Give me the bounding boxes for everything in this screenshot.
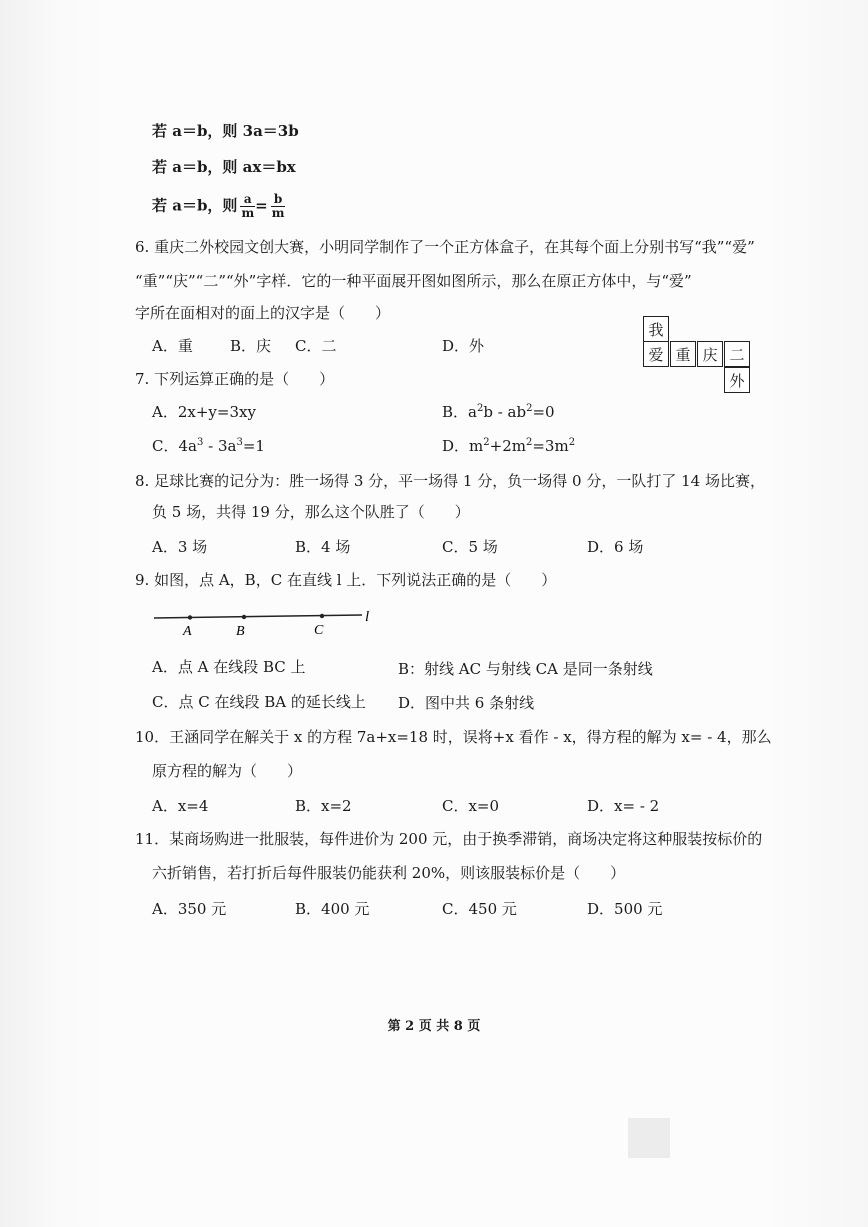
q7-option-a: A．2x+y=3xy <box>152 403 256 421</box>
q8-option-d: D．6 场 <box>587 538 644 556</box>
fraction-a-over-m <box>240 193 255 220</box>
point-c-dot <box>320 614 324 618</box>
net-cell-row-2: 重 <box>670 341 696 367</box>
point-b-label: B <box>236 624 245 639</box>
exponent: 3 <box>236 437 243 448</box>
q10-stem-line2: 原方程的解为（ ） <box>152 762 303 780</box>
q9-option-b: B：射线 AC 与射线 CA 是同一条射线 <box>398 660 653 678</box>
exponent: 2 <box>525 437 533 448</box>
point-a-dot <box>188 615 192 619</box>
fraction-denominator: m <box>271 206 285 220</box>
q6-option-a: A．重 <box>152 337 193 355</box>
point-b-dot <box>242 615 246 619</box>
exponent: 2 <box>526 403 533 414</box>
q8-stem-line2: 负 5 场，共得 19 分，那么这个队胜了（ ） <box>152 503 470 521</box>
q6-option-b: B．庆 <box>230 337 272 355</box>
q6-option-d: D．外 <box>442 337 485 355</box>
q11-option-d: D．500 元 <box>587 900 663 918</box>
exponent: 2 <box>476 403 484 414</box>
q8-stem-line1: 8. 足球比赛的记分为：胜一场得 3 分，平一场得 1 分，负一场得 0 分，一队打了 14 场比赛， <box>135 472 765 490</box>
q9-option-d: D．图中共 6 条射线 <box>398 694 535 712</box>
q10-option-d: D．x= - 2 <box>587 797 660 815</box>
equals-sign: = <box>255 196 268 215</box>
q9-option-c: C．点 C 在线段 BA 的延长线上 <box>152 693 366 711</box>
q7-c-part: - 3a <box>203 437 237 455</box>
q7-option-b <box>442 402 555 422</box>
q11-stem-line1: 11．某商场购进一批服装，每件进价为 200 元，由于换季滞销，商场决定将这种服装按标价的 <box>135 830 763 848</box>
q10-option-a: A．x=4 <box>152 797 209 815</box>
line-l-label: l <box>365 609 370 625</box>
q7-stem: 7. 下列运算正确的是（ ） <box>135 370 335 388</box>
fraction-b-over-m <box>271 193 286 220</box>
q7-b-part: =0 <box>532 403 555 421</box>
q6-stem-line2: “重”“庆”“二”“外”字样．它的一种平面展开图如图所示，那么在原正方体中，与“爱” <box>135 272 692 290</box>
q5-option-c: 若 a＝b，则 ax＝bx <box>152 158 296 176</box>
point-c-label: C <box>314 623 324 638</box>
fraction-denominator: m <box>241 206 255 220</box>
q7-option-d <box>442 436 575 456</box>
exponent: 2 <box>568 437 576 448</box>
q6-option-c: C．二 <box>295 337 337 355</box>
q11-stem-line2: 六折销售，若打折后每件服装仍能获利 20%，则该服装标价是（ ） <box>152 864 626 882</box>
page-number-footer: 第 2 页 共 8 页 <box>387 1019 481 1034</box>
q5-option-d <box>152 193 285 220</box>
q7-c-part: C．4a <box>152 437 197 455</box>
q10-option-b: B．x=2 <box>295 797 352 815</box>
q7-option-c <box>152 436 265 456</box>
exponent: 2 <box>483 437 490 448</box>
q7-c-part: =1 <box>242 437 265 455</box>
q7-b-part: B．a <box>442 403 477 421</box>
q9-line-figure <box>150 604 380 640</box>
net-cell-row-4: 二 <box>724 341 750 367</box>
q7-b-part: b - ab <box>483 403 527 421</box>
net-cell-row-3: 庆 <box>697 341 723 367</box>
net-cell-bottom: 外 <box>724 367 750 393</box>
q11-option-c: C．450 元 <box>442 900 517 918</box>
q11-option-b: B．400 元 <box>295 900 370 918</box>
point-a-label: A <box>183 624 192 639</box>
q8-option-c: C．5 场 <box>442 538 498 556</box>
q9-option-a: A．点 A 在线段 BC 上 <box>152 658 306 676</box>
q5-option-d-prefix: 若 a＝b，则 <box>152 196 238 215</box>
fraction-numerator: a <box>240 193 255 207</box>
q6-stem-line1: 6. 重庆二外校园文创大赛，小明同学制作了一个正方体盒子，在其每个面上分别书写“我”“爱” <box>135 238 755 256</box>
q6-stem-line3: 字所在面相对的面上的汉字是（ ） <box>135 304 391 322</box>
fraction-numerator: b <box>271 193 286 207</box>
q8-option-a: A．3 场 <box>152 538 208 556</box>
scan-smudge <box>628 1118 670 1158</box>
net-cell-row-1: 爱 <box>643 341 669 367</box>
net-cell-top: 我 <box>643 316 669 342</box>
q10-stem-line1: 10．王涵同学在解关于 x 的方程 7a+x=18 时，误将+x 看作 - x，得方程的解为 x= - 4，那么 <box>135 728 772 746</box>
q7-d-part: =3m <box>532 437 569 455</box>
q7-d-part: +2m <box>489 437 526 455</box>
q11-option-a: A．350 元 <box>152 900 227 918</box>
q7-d-part: D．m <box>442 437 484 455</box>
line-l <box>154 615 362 618</box>
q8-option-b: B．4 场 <box>295 538 351 556</box>
q5-option-b: 若 a＝b，则 3a＝3b <box>152 122 299 140</box>
q9-stem: 9. 如图，点 A，B，C 在直线 l 上．下列说法正确的是（ ） <box>135 571 557 589</box>
exponent: 3 <box>196 437 204 448</box>
q10-option-c: C．x=0 <box>442 797 500 815</box>
